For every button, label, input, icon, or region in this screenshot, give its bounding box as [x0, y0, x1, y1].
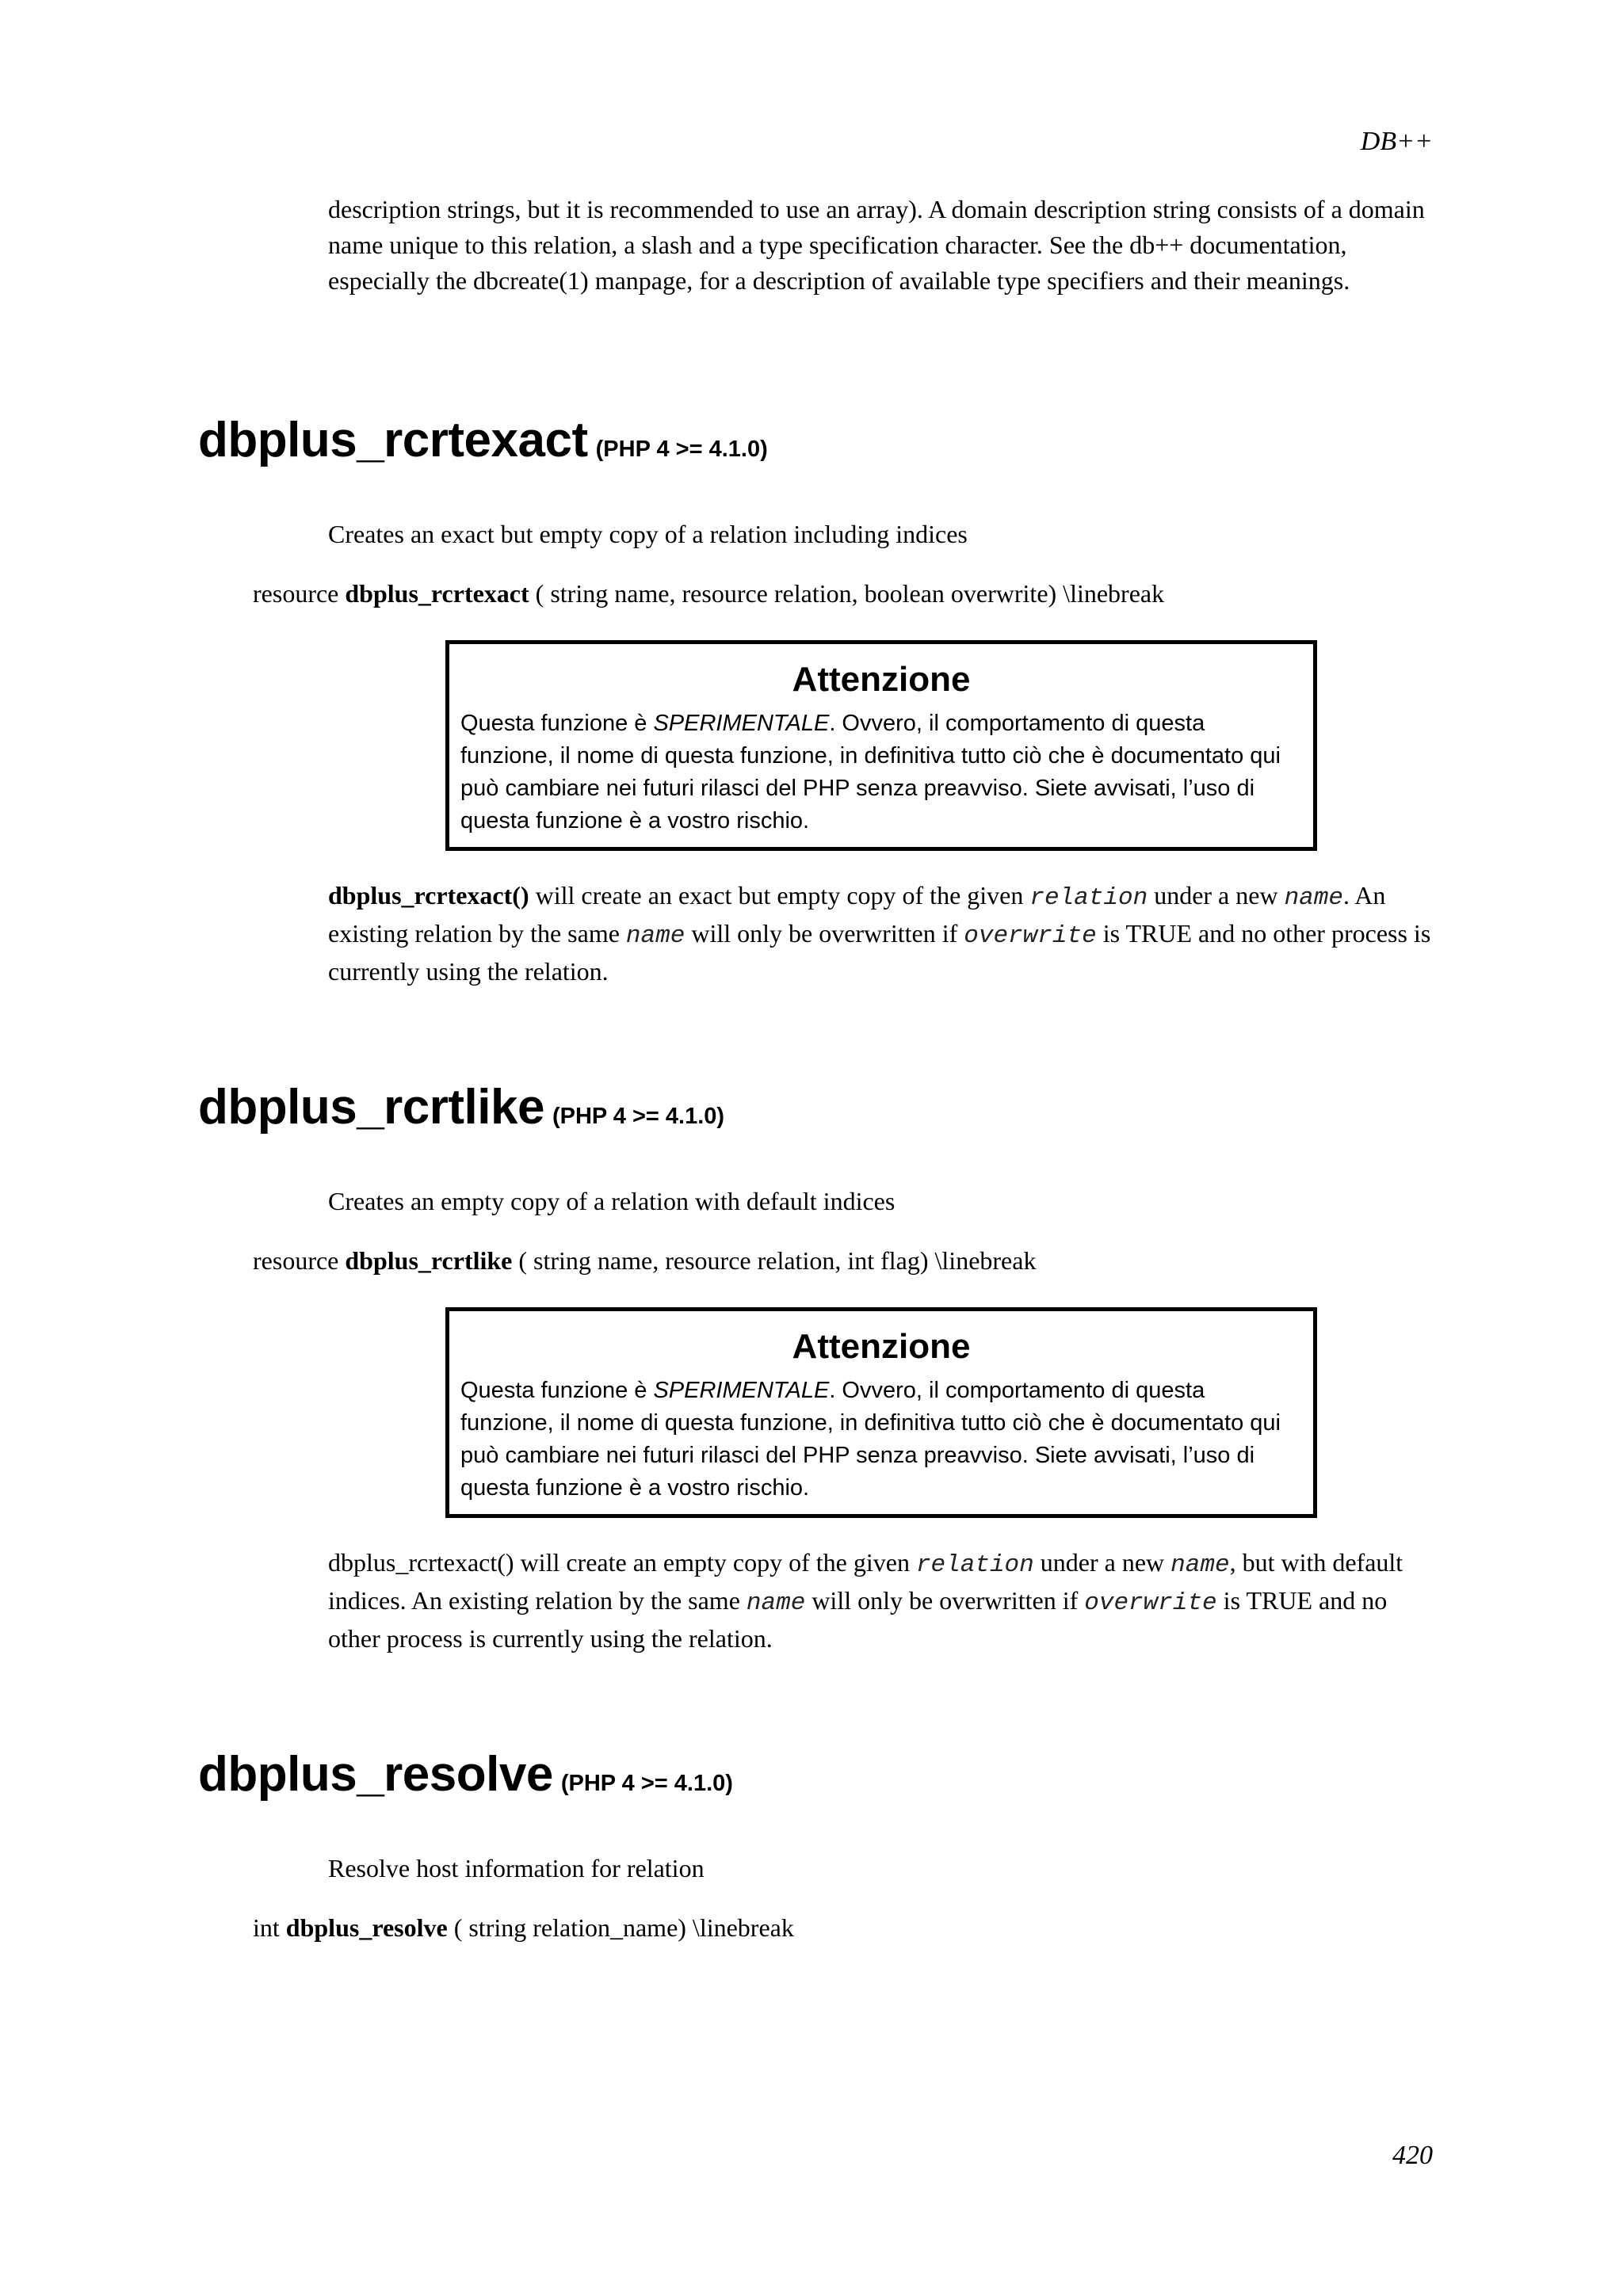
warning-body	[460, 707, 1302, 837]
warning-body-suffix: . Ovvero, il comportamento di questa funzione, il nome di questa funzione, in definitiva tutto ciò che è documentato qui può cambiare nei futuri rilasci del PHP senza preavviso. Siete avvisati, l’uso di questa funzione è a vostro rischio.	[460, 711, 1281, 833]
function-description	[198, 1545, 1434, 1657]
function-heading	[198, 1079, 1434, 1158]
parameter-name: name	[1170, 1551, 1230, 1579]
description-text: will only be overwritten if	[685, 919, 964, 948]
warning-body-emphasis: SPERIMENTALE	[653, 1378, 830, 1403]
description-function-ref: dbplus_rcrtexact()	[328, 881, 529, 910]
synopsis-args: ( string relation_name) \linebreak	[453, 1913, 794, 1942]
warning-box	[445, 640, 1317, 851]
description-text: will only be overwritten if	[805, 1586, 1085, 1615]
warning-title: Attenzione	[792, 1327, 971, 1366]
intro-paragraph: description strings, but it is recommended to use an array). A domain description string consists of a domain name unique to this relation, a slash and a type specification character. See the db++ documentation, especially the dbcreate(1) manpage, for a description of available type specifiers and their meanings.	[328, 195, 1425, 295]
function-purpose: Creates an empty copy of a relation with default indices	[328, 1187, 896, 1215]
synopsis-args: ( string name, resource relation, boolean overwrite) \linebreak	[535, 579, 1165, 608]
return-type: int	[253, 1913, 280, 1942]
function-name: dbplus_rcrtlike	[198, 1080, 544, 1135]
description-text: under a new	[1033, 1548, 1171, 1577]
function-synopsis	[198, 1910, 1434, 1946]
synopsis-function-name: dbplus_resolve	[285, 1913, 448, 1942]
function-heading	[198, 1746, 1434, 1825]
parameter-relation: relation	[915, 1551, 1034, 1579]
page-number: 420	[1392, 2141, 1433, 2170]
warning-box	[445, 1307, 1317, 1518]
function-synopsis	[198, 576, 1434, 612]
parameter-overwrite: overwrite	[964, 922, 1097, 950]
description-text: is TRUE and no other process is currently using the relation.	[328, 1586, 1388, 1653]
description-text: , but with default indices. An existing relation by the same	[328, 1548, 1403, 1615]
function-purpose: Creates an exact but empty copy of a relation including indices	[328, 520, 968, 548]
warning-body-suffix: . Ovvero, il comportamento di questa funzione, il nome di questa funzione, in definitiva tutto ciò che è documentato qui può cambiare nei futuri rilasci del PHP senza preavviso. Siete avvisati, l’uso di questa funzione è a vostro rischio.	[460, 1378, 1281, 1501]
function-version: (PHP 4 >= 4.1.0)	[595, 437, 768, 462]
description-text: under a new	[1148, 881, 1285, 910]
synopsis-args: ( string name, resource relation, int flag) \linebreak	[518, 1246, 1037, 1275]
description-text: will create an exact but empty copy of the given	[529, 881, 1030, 910]
synopsis-function-name: dbplus_rcrtlike	[345, 1246, 513, 1275]
running-header: DB++	[1360, 127, 1433, 156]
section-dbplus-rcrtlike	[198, 1079, 1434, 1657]
section-dbplus-resolve	[198, 1746, 1434, 1946]
description-function-ref: dbplus_rcrtexact()	[328, 1548, 514, 1577]
function-heading	[198, 412, 1434, 491]
function-synopsis	[198, 1243, 1434, 1279]
warning-body-prefix: Questa funzione è	[460, 1378, 654, 1403]
synopsis-function-name: dbplus_rcrtexact	[345, 579, 529, 608]
description-text: will create an empty copy of the given	[514, 1548, 916, 1577]
function-version: (PHP 4 >= 4.1.0)	[560, 1771, 733, 1796]
return-type: resource	[253, 1246, 339, 1275]
function-name: dbplus_rcrtexact	[198, 413, 588, 467]
description-text: . An existing relation by the same	[328, 881, 1386, 948]
parameter-relation: relation	[1029, 884, 1148, 912]
section-dbplus-rcrtexact	[198, 412, 1434, 990]
parameter-name: name	[625, 922, 685, 950]
warning-title: Attenzione	[792, 660, 971, 699]
function-version: (PHP 4 >= 4.1.0)	[552, 1104, 725, 1129]
return-type: resource	[253, 579, 339, 608]
warning-body-prefix: Questa funzione è	[460, 711, 654, 736]
function-description	[198, 878, 1434, 990]
parameter-name: name	[1284, 884, 1343, 912]
warning-body	[460, 1375, 1302, 1505]
parameter-name: name	[746, 1589, 806, 1617]
description-text: is TRUE and no other process is currently using the relation.	[328, 919, 1431, 986]
parameter-overwrite: overwrite	[1084, 1589, 1217, 1617]
function-name: dbplus_resolve	[198, 1747, 553, 1802]
function-purpose: Resolve host information for relation	[328, 1854, 705, 1882]
warning-body-emphasis: SPERIMENTALE	[653, 711, 830, 736]
